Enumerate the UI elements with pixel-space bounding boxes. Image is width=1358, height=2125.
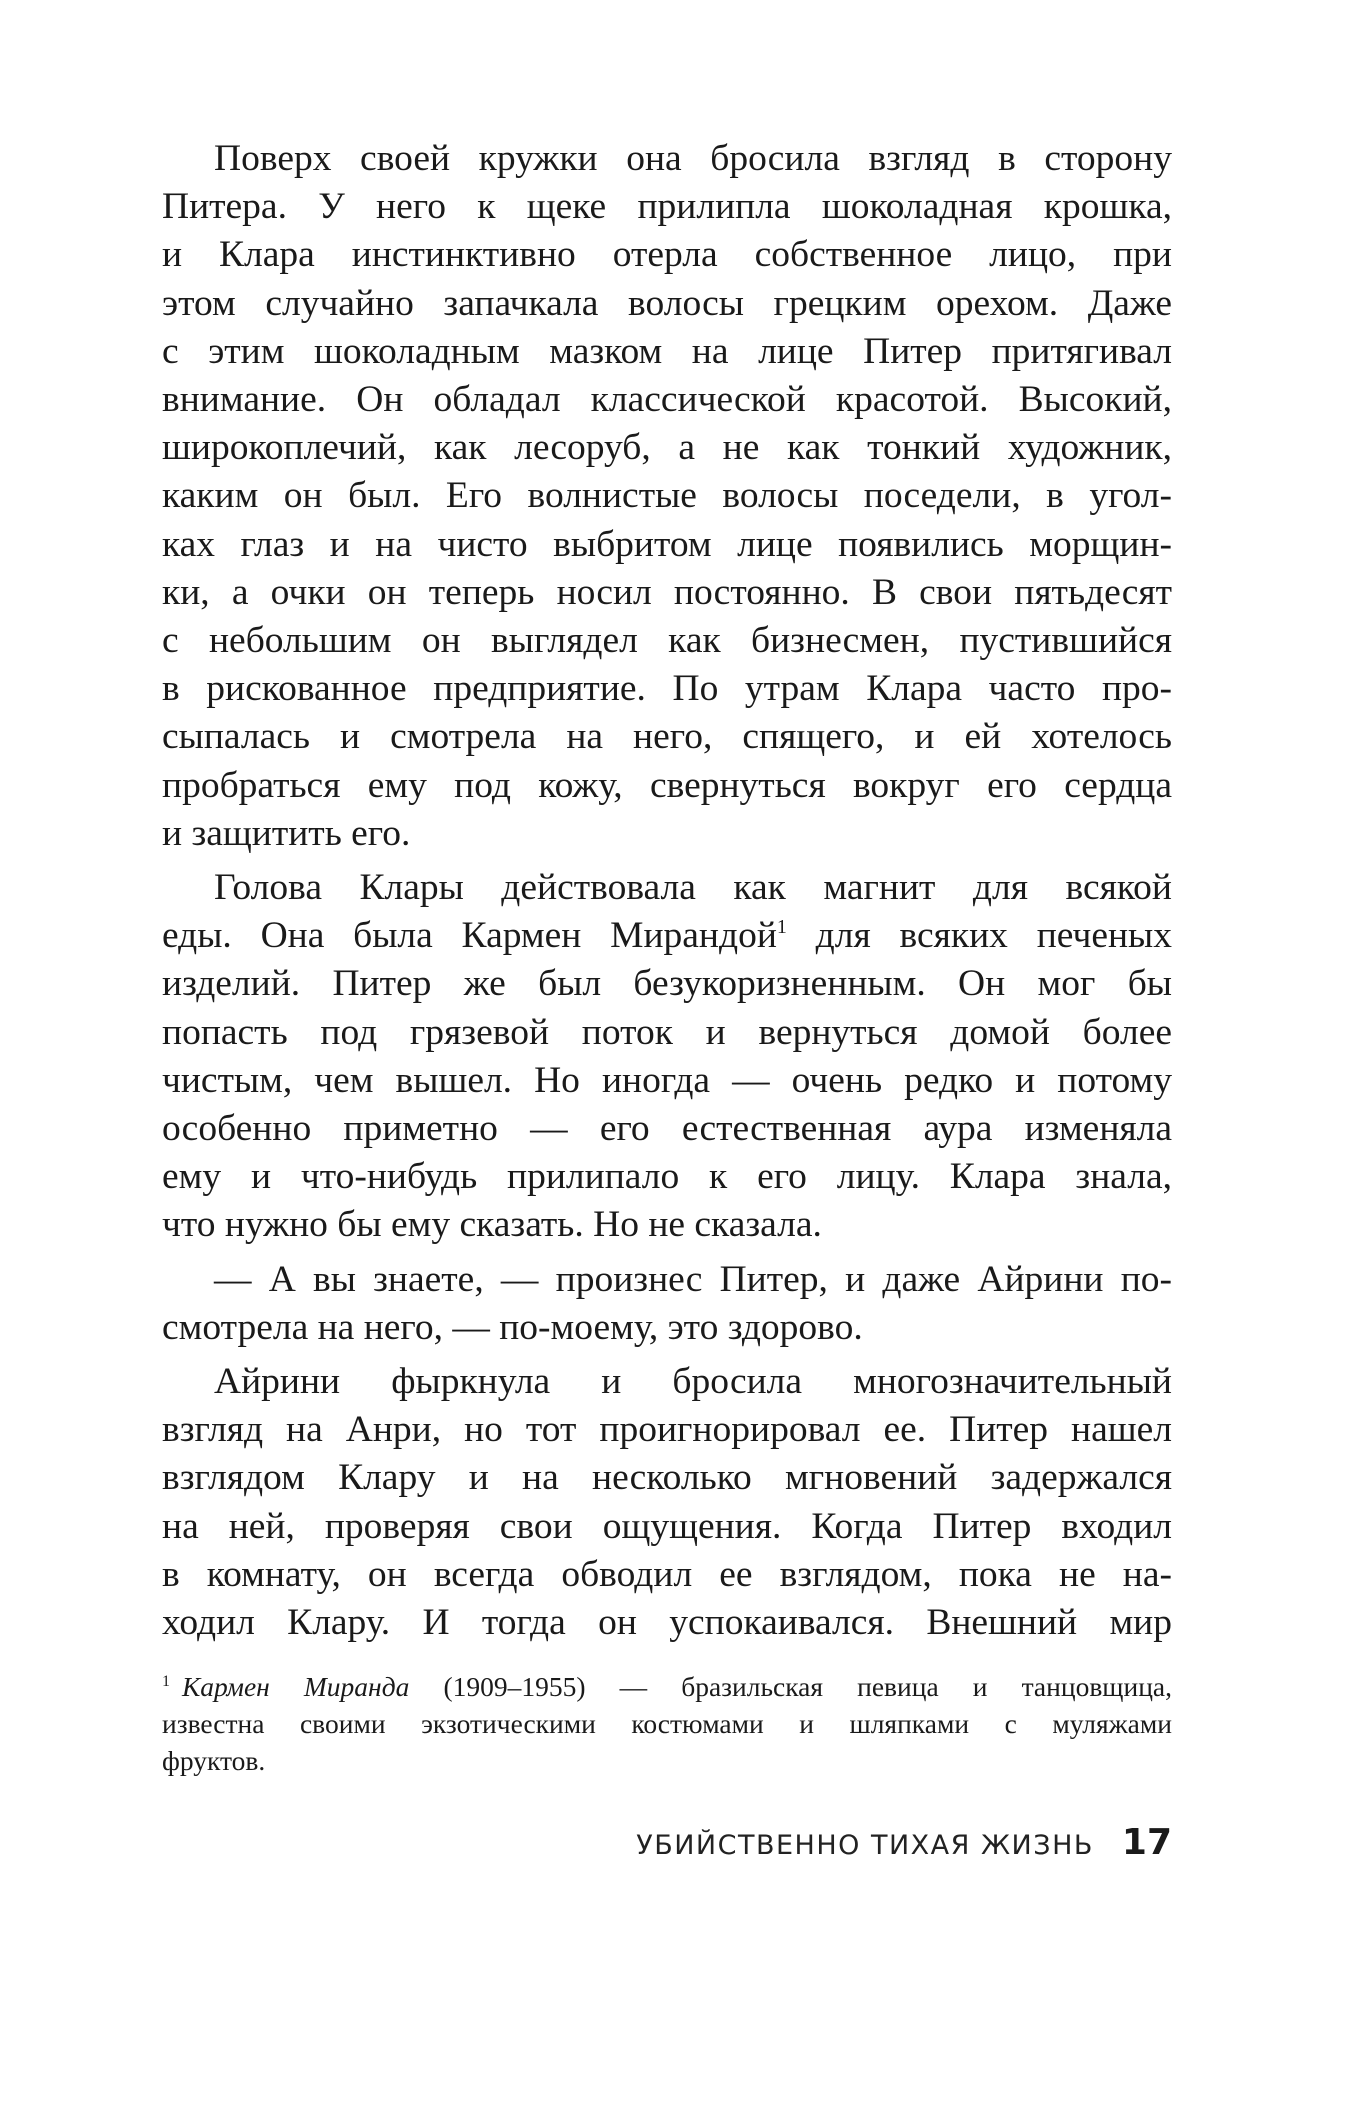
text-line: с этим шоколадным мазком на лице Питер притягивал (162, 330, 1172, 372)
footnote-name: Кармен Миранда (182, 1671, 410, 1702)
text-line: особенно приметно — его естественная аура изменяла (162, 1108, 1172, 1150)
text-line: смотрела на него, — по-моему, это здорово. (162, 1306, 863, 1348)
text-line: ки, а очки он теперь носил постоянно. В свои пятьдесят (162, 571, 1172, 613)
text-line: изделий. Питер же был безукоризненным. Он мог бы (162, 963, 1172, 1005)
text-line: на ней, проверяя свои ощущения. Когда Питер входил (162, 1505, 1172, 1547)
text-line: и защитить его. (162, 812, 411, 854)
running-footer (636, 1822, 1172, 1863)
text-line: ему и что-нибудь прилипало к его лицу. Клара знала, (162, 1156, 1172, 1198)
text-line: еды. Она была Кармен Мирандой$^1$ для всяких печеных (162, 915, 1172, 957)
running-title: УБИЙСТВЕННО ТИХАЯ ЖИЗНЬ (636, 1830, 1094, 1861)
text-line: каким он был. Его волнистые волосы поседели, в угол- (162, 475, 1172, 517)
text-line: в рискованное предприятие. По утрам Клара часто про- (162, 668, 1172, 710)
text-line: попасть под грязевой поток и вернуться домой более (162, 1011, 1172, 1053)
footnote-line: фруктов. (162, 1745, 266, 1776)
footnote (162, 1668, 1172, 1779)
text-line: Голова Клары действовала как магнит для всякой (214, 867, 1172, 909)
text-line: внимание. Он обладал классической красотой. Высокий, (162, 379, 1172, 421)
page-number: 17 (1121, 1822, 1172, 1863)
text-line: сыпалась и смотрела на него, спящего, и ей хотелось (162, 716, 1172, 758)
text-line: ходил Клару. И тогда он успокаивался. Внешний мир (162, 1602, 1172, 1644)
text-line: Поверх своей кружки она бросила взгляд в сторону (214, 138, 1172, 179)
text-line: пробраться ему под кожу, свернуться вокруг его сердца (162, 764, 1172, 806)
text-line: взглядом Клару и на несколько мгновений задержался (162, 1457, 1172, 1499)
text-line: в комнату, он всегда обводил ее взглядом, пока не на- (162, 1553, 1172, 1595)
text-line: — А вы знаете, — произнес Питер, и даже Айрини по- (214, 1258, 1172, 1300)
text-line: что нужно бы ему сказать. Но не сказала. (162, 1204, 822, 1246)
body-text (162, 135, 1172, 1647)
footnote-number: 1 (162, 1673, 170, 1690)
footnote-line (162, 1668, 1172, 1705)
text-line: с небольшим он выглядел как бизнесмен, пустившийся (162, 620, 1172, 662)
text-line: взгляд на Анри, но тот проигнорировал ее. Питер нашел (162, 1409, 1172, 1451)
text-line: Питера. У него к щеке прилипла шоколадная крошка, (162, 186, 1172, 228)
text-line: этом случайно запачкала волосы грецким орехом. Даже (162, 282, 1172, 324)
footnote-reference: 1 (776, 916, 787, 939)
text-line: широкоплечий, как лесоруб, а не как тонкий художник, (162, 427, 1172, 469)
text-line: и Клара инстинктивно отерла собственное лицо, при (162, 234, 1172, 276)
text-line: ках глаз и на чисто выбритом лице появились морщин- (162, 523, 1172, 565)
footnote-line: известна своими экзотическими костюмами и шляпками с муляжами (162, 1708, 1172, 1739)
text-line: чистым, чем вышел. Но иногда — очень редко и потому (162, 1059, 1172, 1101)
text-line: Айрини фыркнула и бросила многозначительный (214, 1361, 1172, 1403)
footnote-text: (1909–1955) — бразильская певица и танцовщица, (409, 1671, 1172, 1702)
